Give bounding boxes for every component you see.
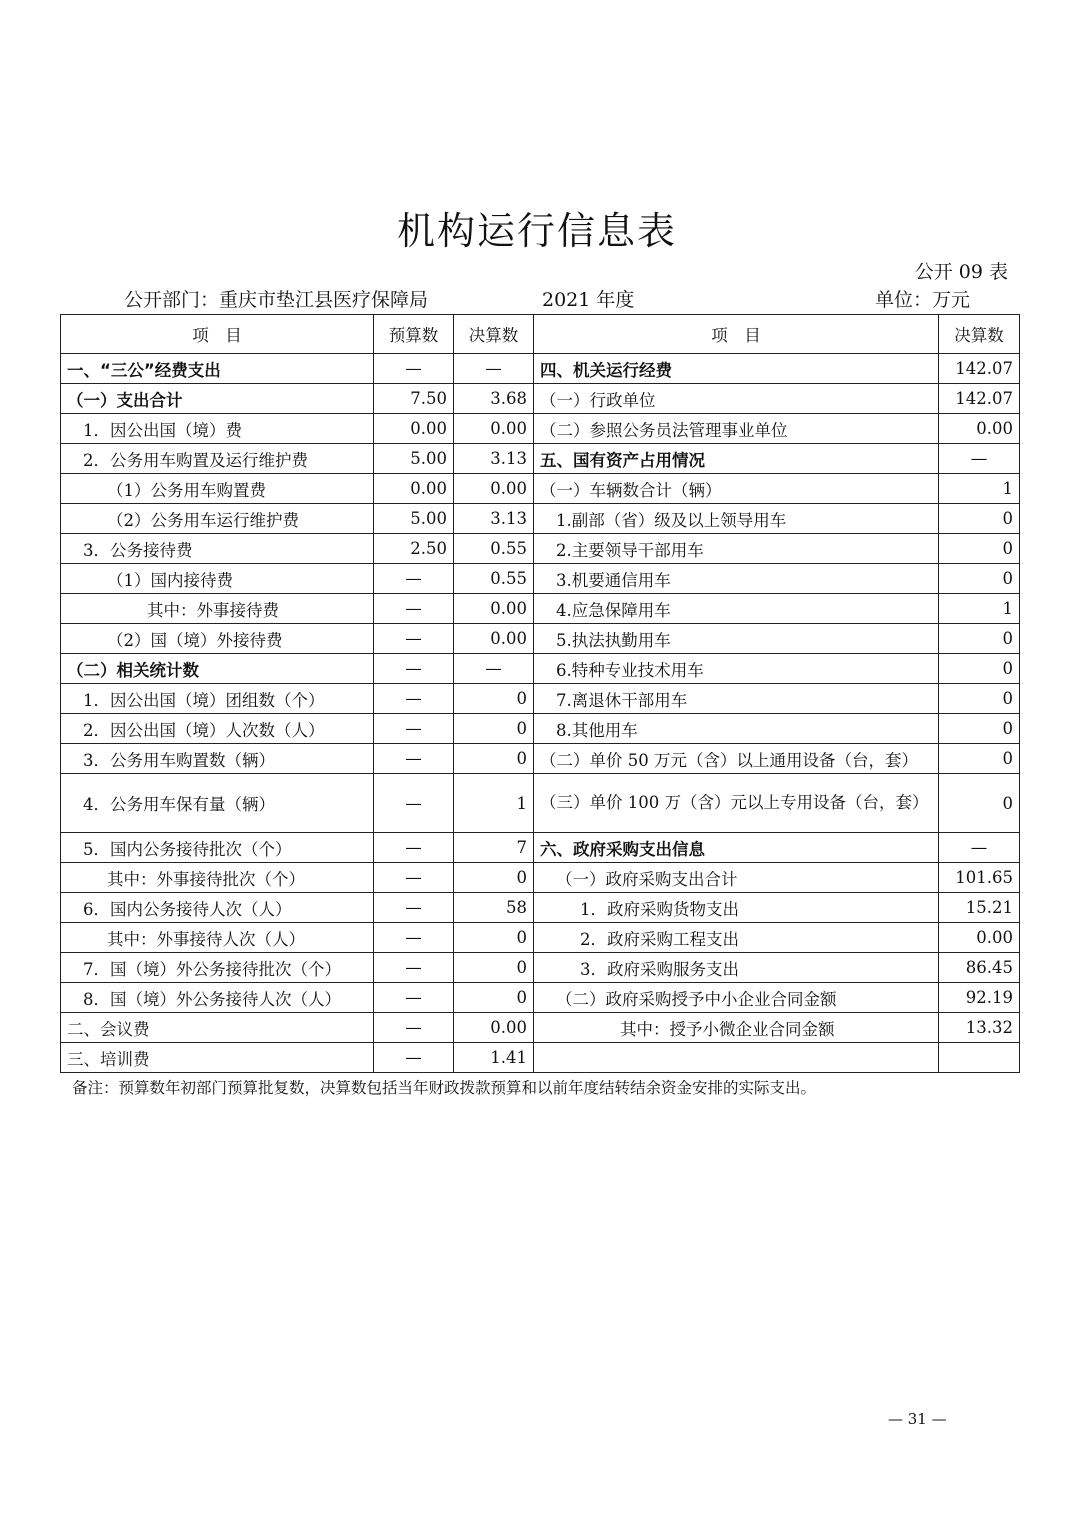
row-item-left: （2）公务用车运行维护费 <box>61 504 374 534</box>
row-final: 0.00 <box>454 624 534 654</box>
row-budget: — <box>374 744 454 774</box>
table-row <box>61 983 1020 1013</box>
row-budget: — <box>374 1043 454 1073</box>
row-final: 7 <box>454 833 534 863</box>
row-item-right: （二）单价 50 万元（含）以上通用设备（台，套） <box>534 744 939 774</box>
row-item-left: 6．国内公务接待人次（人） <box>61 893 374 923</box>
row-final-right: 0 <box>939 624 1020 654</box>
row-final-right: 0 <box>939 534 1020 564</box>
row-budget: 0.00 <box>374 474 454 504</box>
row-final-right: 0 <box>939 654 1020 684</box>
header-final-right: 决算数 <box>939 315 1020 354</box>
row-item-left: （1）公务用车购置费 <box>61 474 374 504</box>
row-item-right: 其中：授予小微企业合同金额 <box>534 1013 939 1043</box>
row-final-right: 0.00 <box>939 923 1020 953</box>
row-item-right: （三）单价 100 万（含）元以上专用设备（台，套） <box>534 774 939 833</box>
row-final: 3.68 <box>454 384 534 414</box>
row-item-left: 一、“三公”经费支出 <box>61 354 374 384</box>
row-final-right: — <box>939 444 1020 474</box>
row-item-left: （1）国内接待费 <box>61 564 374 594</box>
row-budget: — <box>374 923 454 953</box>
row-item-left: 3．公务接待费 <box>61 534 374 564</box>
row-item-left: 2．因公出国（境）人次数（人） <box>61 714 374 744</box>
row-final: 0 <box>454 714 534 744</box>
row-item-right: 1.副部（省）级及以上领导用车 <box>534 504 939 534</box>
row-final-right: 0 <box>939 774 1020 833</box>
row-final: 3.13 <box>454 444 534 474</box>
row-budget: 5.00 <box>374 504 454 534</box>
row-budget: — <box>374 893 454 923</box>
table-row <box>61 354 1020 384</box>
row-item-left: 二、会议费 <box>61 1013 374 1043</box>
table-row <box>61 594 1020 624</box>
row-item-left: 7．国（境）外公务接待批次（个） <box>61 953 374 983</box>
table-header-row <box>61 315 1020 354</box>
row-final-right: — <box>939 833 1020 863</box>
row-item-left: （2）国（境）外接待费 <box>61 624 374 654</box>
row-final: — <box>454 354 534 384</box>
table-row <box>61 384 1020 414</box>
row-budget: — <box>374 624 454 654</box>
row-item-left: 3．公务用车购置数（辆） <box>61 744 374 774</box>
table-row <box>61 1043 1020 1073</box>
row-final-right: 1 <box>939 474 1020 504</box>
row-item-right: （一）车辆数合计（辆） <box>534 474 939 504</box>
row-final-right: 0 <box>939 684 1020 714</box>
row-item-right: 五、国有资产占用情况 <box>534 444 939 474</box>
row-final: 0 <box>454 983 534 1013</box>
table-row <box>61 774 1020 833</box>
table-row <box>61 953 1020 983</box>
year-label: 2021 年度 <box>542 289 635 311</box>
page-title: 机构运行信息表 <box>396 209 677 253</box>
row-budget: 5.00 <box>374 444 454 474</box>
row-budget: — <box>374 1013 454 1043</box>
row-item-left: 2．公务用车购置及运行维护费 <box>61 444 374 474</box>
row-item-right <box>534 1043 939 1073</box>
table-row <box>61 714 1020 744</box>
row-final: 3.13 <box>454 504 534 534</box>
row-final-right: 0 <box>939 714 1020 744</box>
table-number: 公开 09 表 <box>914 261 1008 283</box>
row-item-right: 1．政府采购货物支出 <box>534 893 939 923</box>
row-final-right: 0 <box>939 744 1020 774</box>
row-final-right: 0 <box>939 564 1020 594</box>
table-row <box>61 684 1020 714</box>
row-final: 1.41 <box>454 1043 534 1073</box>
row-item-left: 其中：外事接待人次（人） <box>61 923 374 953</box>
row-final-right: 13.32 <box>939 1013 1020 1043</box>
row-item-right: 8.其他用车 <box>534 714 939 744</box>
row-final: 0.00 <box>454 474 534 504</box>
row-budget: — <box>374 594 454 624</box>
row-final: 0 <box>454 684 534 714</box>
row-final-right: 1 <box>939 594 1020 624</box>
table-row <box>61 1013 1020 1043</box>
header-item: 项 目 <box>61 315 374 354</box>
table-row <box>61 654 1020 684</box>
row-budget: — <box>374 654 454 684</box>
row-item-left: 其中：外事接待批次（个） <box>61 863 374 893</box>
row-final-right: 0.00 <box>939 414 1020 444</box>
row-final: 58 <box>454 893 534 923</box>
table-row <box>61 414 1020 444</box>
table-row <box>61 833 1020 863</box>
table-row <box>61 893 1020 923</box>
row-budget: — <box>374 564 454 594</box>
row-final-right: 101.65 <box>939 863 1020 893</box>
row-final-right <box>939 1043 1020 1073</box>
row-item-left: 5．国内公务接待批次（个） <box>61 833 374 863</box>
table-row <box>61 923 1020 953</box>
meta-line <box>60 285 1018 311</box>
row-budget: — <box>374 863 454 893</box>
row-item-left: 8．国（境）外公务接待人次（人） <box>61 983 374 1013</box>
row-item-right: 2．政府采购工程支出 <box>534 923 939 953</box>
row-budget: 0.00 <box>374 414 454 444</box>
footnote: 备注：预算数年初部门预算批复数，决算数包括当年财政拨款预算和以前年度结转结余资金安排的实际支出。 <box>72 1079 817 1097</box>
row-final: 0 <box>454 953 534 983</box>
row-item-right: 3．政府采购服务支出 <box>534 953 939 983</box>
row-item-right: 4.应急保障用车 <box>534 594 939 624</box>
row-item-right: 2.主要领导干部用车 <box>534 534 939 564</box>
table-row <box>61 534 1020 564</box>
row-item-right: 7.离退休干部用车 <box>534 684 939 714</box>
row-final: 0 <box>454 744 534 774</box>
row-item-right: （二）政府采购授予中小企业合同金额 <box>534 983 939 1013</box>
unit-label: 单位：万元 <box>874 289 970 311</box>
row-final: 0 <box>454 923 534 953</box>
row-final: 0.00 <box>454 1013 534 1043</box>
row-budget: — <box>374 714 454 744</box>
row-item-left: （一）支出合计 <box>61 384 374 414</box>
row-item-left: 1．因公出国（境）费 <box>61 414 374 444</box>
row-item-right: （一）行政单位 <box>534 384 939 414</box>
row-item-left: 1．因公出国（境）团组数（个） <box>61 684 374 714</box>
table-row <box>61 444 1020 474</box>
row-final-right: 86.45 <box>939 953 1020 983</box>
row-final-right: 142.07 <box>939 384 1020 414</box>
row-item-right: （二）参照公务员法管理事业单位 <box>534 414 939 444</box>
row-budget: 7.50 <box>374 384 454 414</box>
table-row <box>61 474 1020 504</box>
page-number: — 31 — <box>888 1410 947 1428</box>
table-row <box>61 504 1020 534</box>
row-item-left: 4．公务用车保有量（辆） <box>61 774 374 833</box>
row-item-left: 三、培训费 <box>61 1043 374 1073</box>
row-budget: — <box>374 354 454 384</box>
table-row <box>61 564 1020 594</box>
row-budget: — <box>374 774 454 833</box>
row-item-right: 四、机关运行经费 <box>534 354 939 384</box>
table-body <box>61 354 1020 1073</box>
row-final: — <box>454 654 534 684</box>
row-budget: — <box>374 953 454 983</box>
row-budget: — <box>374 684 454 714</box>
row-item-left: （二）相关统计数 <box>61 654 374 684</box>
row-final: 0.55 <box>454 534 534 564</box>
row-budget: — <box>374 983 454 1013</box>
row-item-right: 6.特种专业技术用车 <box>534 654 939 684</box>
row-item-right: 3.机要通信用车 <box>534 564 939 594</box>
department-label: 公开部门：重庆市垫江县医疗保障局 <box>124 289 429 311</box>
row-final-right: 92.19 <box>939 983 1020 1013</box>
header-item-right: 项 目 <box>534 315 939 354</box>
row-final: 1 <box>454 774 534 833</box>
row-final: 0 <box>454 863 534 893</box>
info-table <box>60 314 1020 1073</box>
header-budget: 预算数 <box>374 315 454 354</box>
table-row <box>61 863 1020 893</box>
row-item-right: 5.执法执勤用车 <box>534 624 939 654</box>
header-final: 决算数 <box>454 315 534 354</box>
row-final: 0.00 <box>454 414 534 444</box>
row-final-right: 142.07 <box>939 354 1020 384</box>
row-item-right: （一）政府采购支出合计 <box>534 863 939 893</box>
row-item-right: 六、政府采购支出信息 <box>534 833 939 863</box>
table-row <box>61 744 1020 774</box>
row-budget: — <box>374 833 454 863</box>
row-final-right: 15.21 <box>939 893 1020 923</box>
row-final: 0.00 <box>454 594 534 624</box>
row-item-left: 其中：外事接待费 <box>61 594 374 624</box>
row-final: 0.55 <box>454 564 534 594</box>
table-row <box>61 624 1020 654</box>
row-final-right: 0 <box>939 504 1020 534</box>
row-budget: 2.50 <box>374 534 454 564</box>
